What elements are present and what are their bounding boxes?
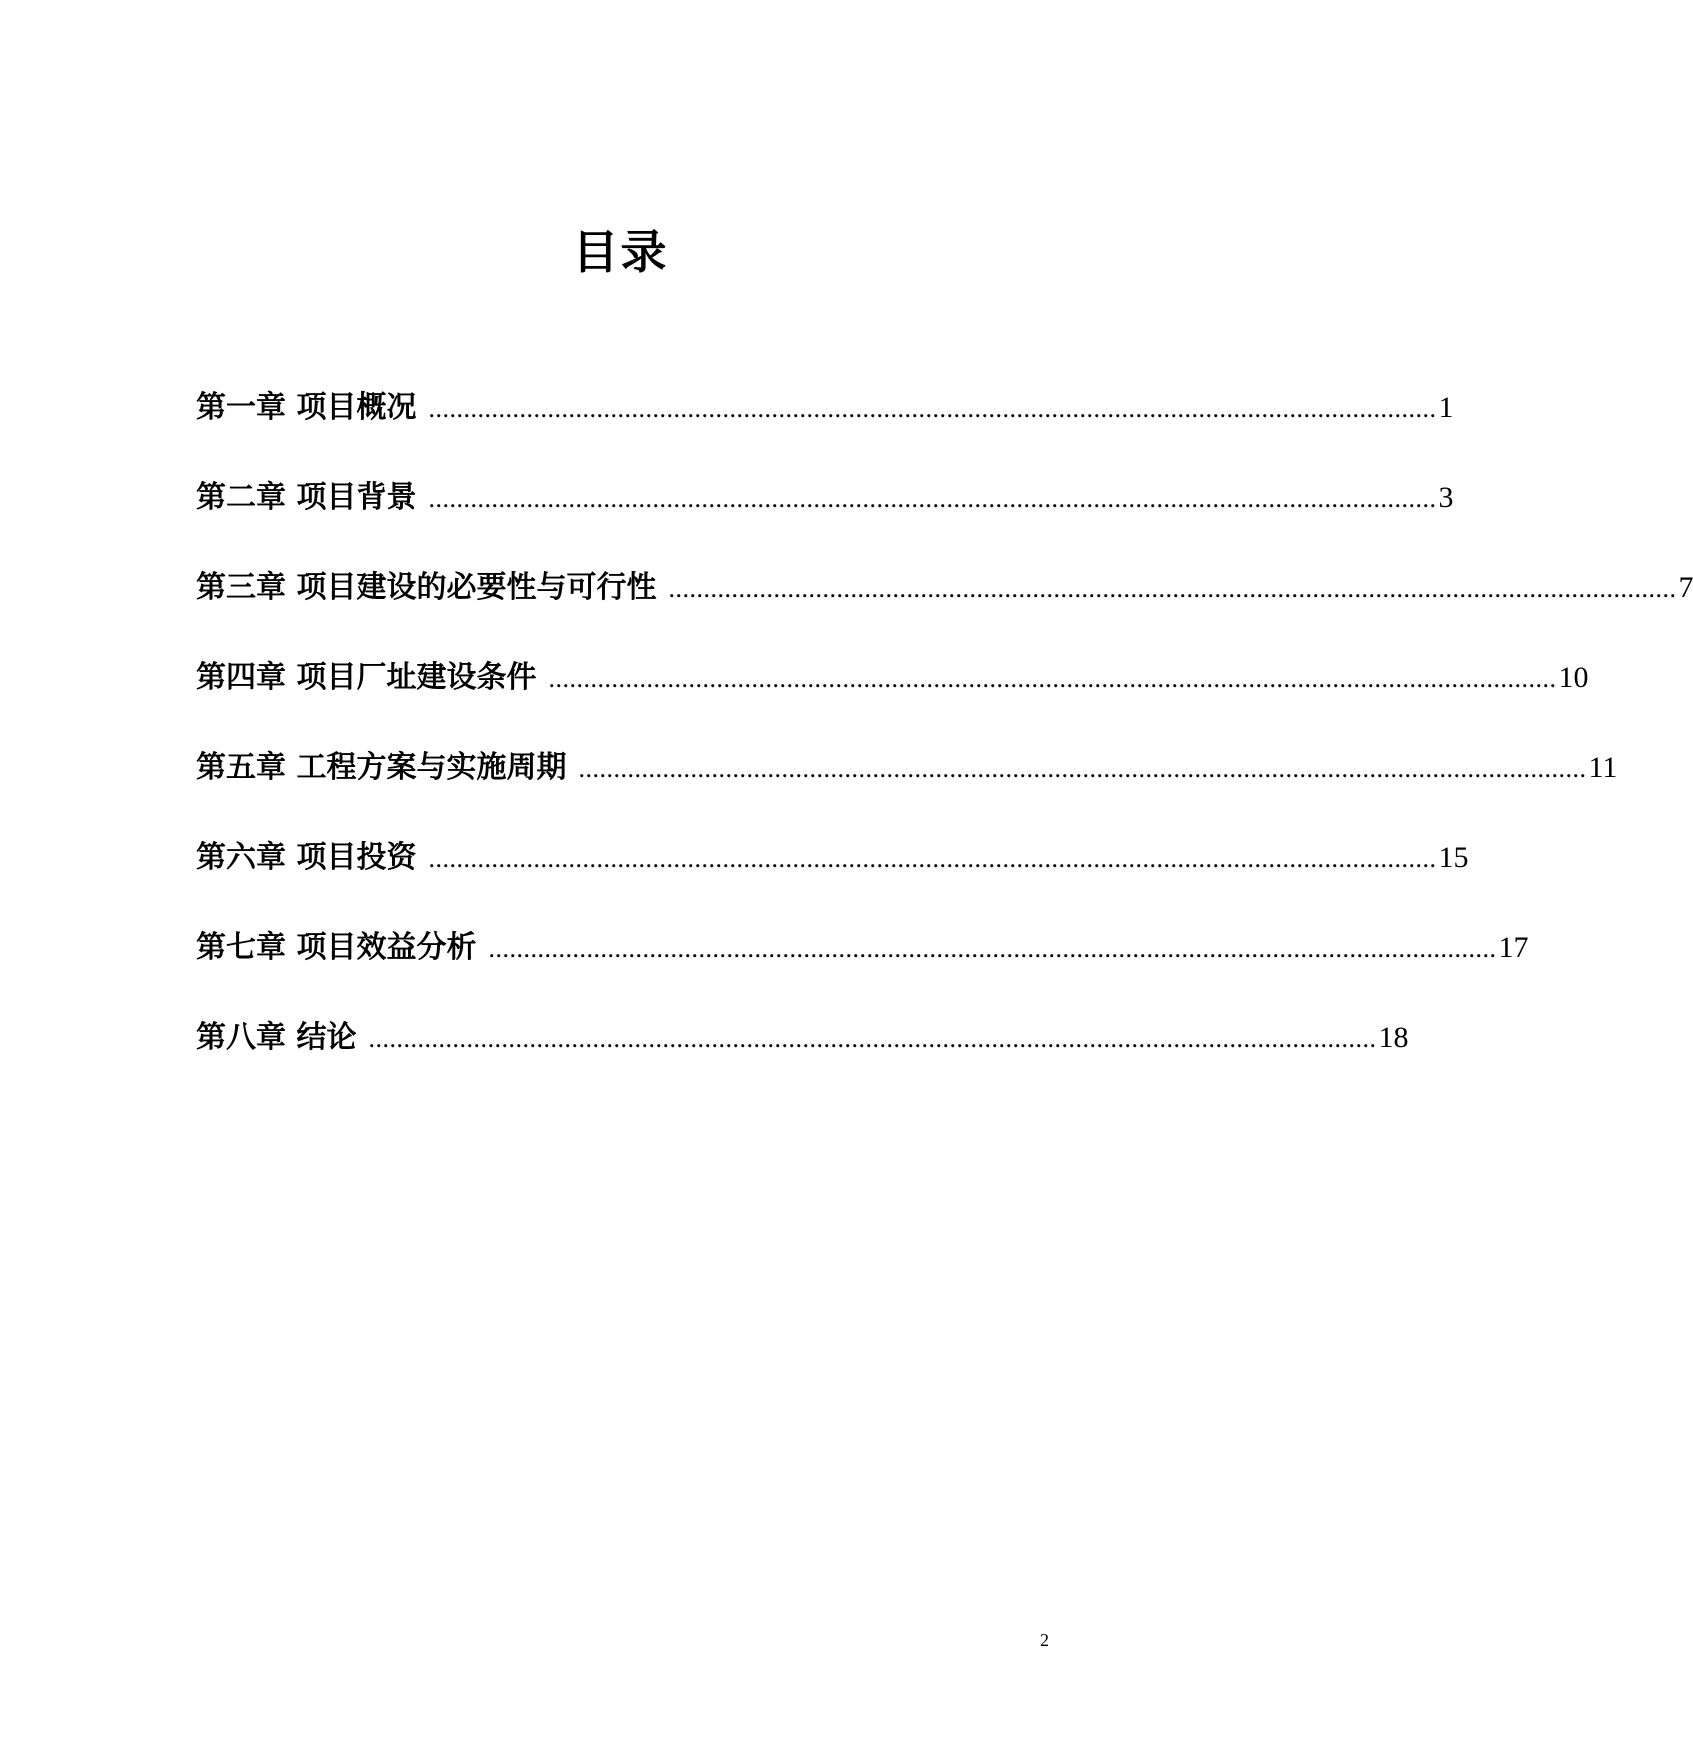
toc-title: 目录 [572, 225, 669, 279]
toc-entry [196, 558, 1693, 648]
toc-entry-label: 第五章 工程方案与实施周期 [196, 750, 567, 785]
toc-dot-leader: ................................................................................................................................................ [488, 934, 1497, 963]
toc-entry [196, 468, 1454, 558]
toc-entry-label: 第三章 项目建设的必要性与可行性 [196, 570, 657, 605]
toc-entry [196, 918, 1529, 1008]
toc-entry [196, 828, 1469, 918]
page-number: 2 [1040, 1630, 1049, 1650]
toc-entry-page: 10 [1558, 661, 1589, 694]
toc-entry-label: 第七章 项目效益分析 [196, 930, 477, 965]
toc-dot-leader: ................................................................................................................................................ [668, 574, 1677, 603]
toc-entry-label: 第六章 项目投资 [196, 840, 417, 875]
toc-entry-page: 11 [1588, 751, 1618, 784]
toc-dot-leader: ................................................................................................................................................ [578, 754, 1587, 783]
toc-entry [196, 738, 1618, 828]
toc-entry-label: 第二章 项目背景 [196, 480, 417, 515]
toc-dot-leader: ................................................................................................................................................ [548, 664, 1557, 693]
toc-entry-page: 15 [1438, 841, 1469, 874]
toc-entry-page: 3 [1438, 481, 1454, 514]
toc-entry-page: 1 [1438, 391, 1454, 424]
toc-dot-leader: ................................................................................................................................................ [428, 484, 1437, 513]
toc-dot-leader: ................................................................................................................................................ [368, 1024, 1377, 1053]
toc-list [196, 378, 1693, 1098]
toc-entry-label: 第一章 项目概况 [196, 390, 417, 425]
toc-entry-page: 18 [1378, 1021, 1409, 1054]
toc-entry [196, 378, 1454, 468]
toc-entry-page: 17 [1498, 931, 1529, 964]
toc-entry-label: 第八章 结论 [196, 1020, 357, 1055]
toc-entry-page: 7 [1678, 571, 1693, 604]
toc-entry [196, 648, 1589, 738]
toc-entry [196, 1008, 1409, 1098]
toc-entry-label: 第四章 项目厂址建设条件 [196, 660, 537, 695]
toc-dot-leader: ................................................................................................................................................ [428, 394, 1437, 423]
toc-dot-leader: ................................................................................................................................................ [428, 844, 1437, 873]
